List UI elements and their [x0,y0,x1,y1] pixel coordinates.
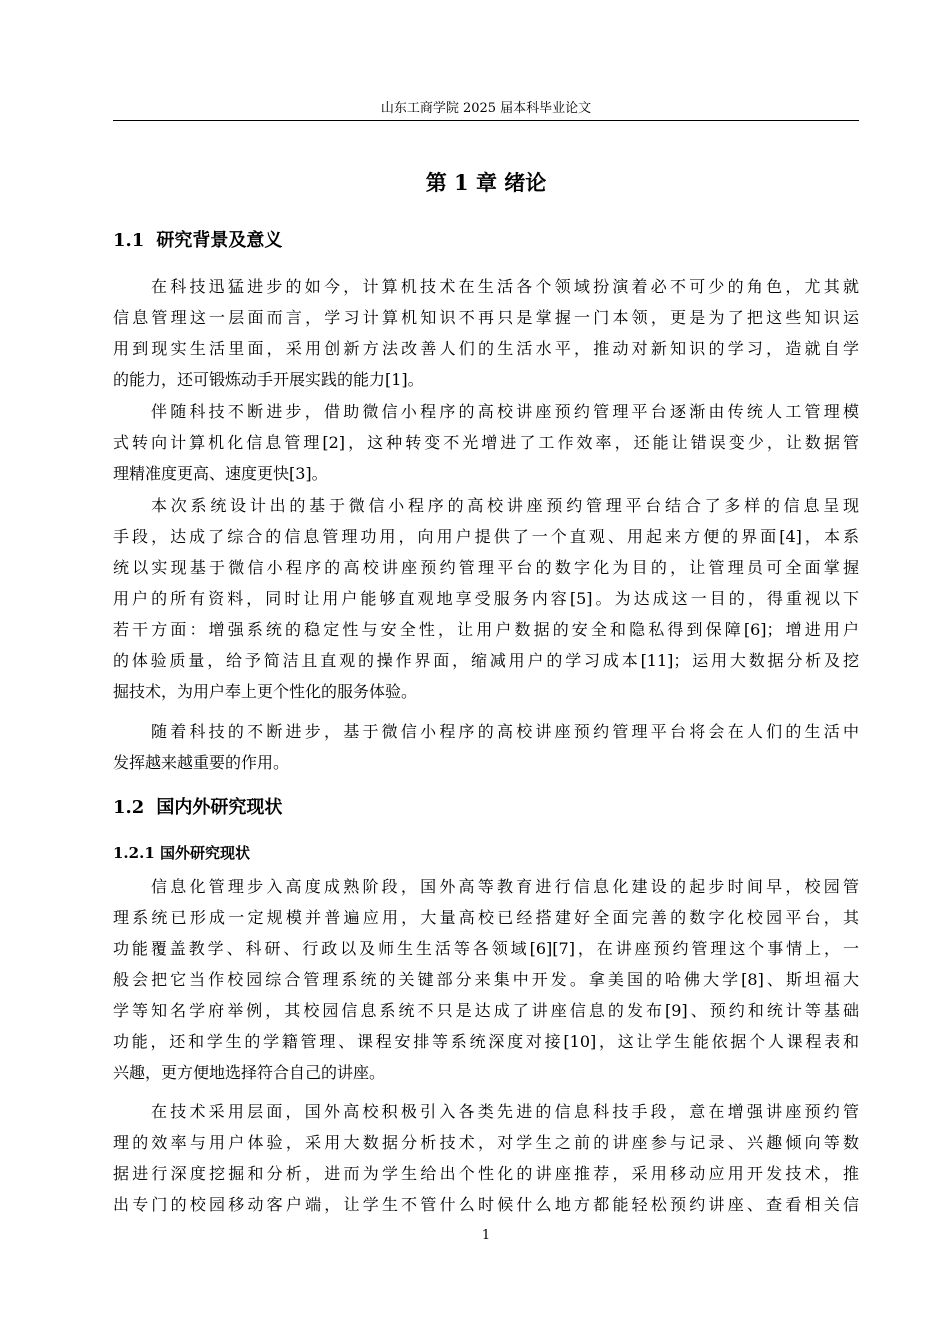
text-line: 统以实现基于微信小程序的高校讲座预约管理平台的数字化为目的，让管理员可全面掌握 [113,558,859,577]
text-line: 信息化管理步入高度成熟阶段，国外高等教育进行信息化建设的起步时间早，校园管 [151,877,859,896]
text-line: 般会把它当作校园综合管理系统的关键部分来集中开发。拿美国的哈佛大学[8]、斯坦福大 [113,970,859,989]
header-rule [113,120,859,121]
section-number: 1.1 [113,230,145,251]
text-line: 在技术采用层面，国外高校积极引入各类先进的信息科技手段，意在增强讲座预约管 [151,1102,859,1121]
text-line: 学等知名学府举例，其校园信息系统不只是达成了讲座信息的发布[9]、预约和统计等基础 [113,1001,859,1020]
text-line: 随着科技的不断进步，基于微信小程序的高校讲座预约管理平台将会在人们的生活中 [151,722,859,741]
text-line: 用户的所有资料，同时让用户能够直观地享受服务内容[5]。为达成这一目的，得重视以下 [113,589,859,608]
text-line: 信息管理这一层面而言，学习计算机知识不再只是掌握一门本领，更是为了把这些知识运 [113,308,859,327]
text-line: 理精准度更高、速度更快[3]。 [113,464,328,483]
text-line: 理系统已形成一定规模并普遍应用，大量高校已经搭建好全面完善的数字化校园平台，其 [113,908,859,927]
paragraph-1 [113,271,859,395]
text-line: 据进行深度挖掘和分析，进而为学生给出个性化的讲座推荐，采用移动应用开发技术，推 [113,1164,859,1183]
text-line: 功能覆盖教学、科研、行政以及师生生活等各领域[6][7]，在讲座预约管理这个事情上，一 [113,939,859,958]
text-line: 发挥越来越重要的作用。 [113,753,290,772]
section-title: 国内外研究现状 [156,797,283,818]
text-line: 式转向计算机化信息管理[2]，这种转变不光增进了工作效率，还能让错误变少，让数据管 [113,433,859,452]
text-line: 本次系统设计出的基于微信小程序的高校讲座预约管理平台结合了多样的信息呈现 [151,496,859,515]
paragraph-6 [113,1096,859,1220]
section-number: 1.2 [113,797,145,818]
text-line: 掘技术，为用户奉上更个性化的服务体验。 [113,682,418,701]
text-line: 出专门的校园移动客户端，让学生不管什么时候什么地方都能轻松预约讲座、查看相关信 [113,1195,859,1214]
text-line: 若干方面：增强系统的稳定性与安全性，让用户数据的安全和隐私得到保障[6]；增进用户 [113,620,859,639]
text-line: 用到现实生活里面，采用创新方法改善人们的生活水平，推动对新知识的学习，造就自学 [113,339,859,358]
text-line: 功能，还和学生的学籍管理、课程安排等系统深度对接[10]，这让学生能依据个人课程表和 [113,1032,859,1051]
text-line: 手段，达成了综合的信息管理功用，向用户提供了一个直观、用起来方便的界面[4]，本系 [113,527,859,546]
page-number: 1 [481,1228,491,1243]
subsection-heading-1-2-1: 1.2.1 国外研究现状 [113,844,250,862]
text-line: 兴趣，更方便地选择符合自己的讲座。 [113,1063,386,1082]
text-line: 的体验质量，给予简洁且直观的操作界面，缩减用户的学习成本[11]；运用大数据分析及挖 [113,651,859,670]
text-line: 伴随科技不断进步，借助微信小程序的高校讲座预约管理平台逐渐由传统人工管理模 [151,402,859,421]
section-heading-1-1 [113,228,859,254]
text-line: 的能力，还可锻炼动手开展实践的能力[1]。 [113,370,424,389]
paragraph-5 [113,871,859,1088]
running-header: 山东工商学院 2025 届本科毕业论文 [380,101,592,116]
section-title: 研究背景及意义 [156,230,283,251]
text-line: 理的效率与用户体验，采用大数据分析技术，对学生之前的讲座参与记录、兴趣倾向等数 [113,1133,859,1152]
text-line: 在科技迅猛进步的如今，计算机技术在生活各个领域扮演着必不可少的角色，尤其就 [151,277,859,296]
section-heading-1-2 [113,795,859,821]
paragraph-4 [113,716,859,778]
paragraph-3 [113,490,859,707]
paragraph-2 [113,396,859,489]
chapter-title: 第 1 章 绪论 [425,170,547,195]
